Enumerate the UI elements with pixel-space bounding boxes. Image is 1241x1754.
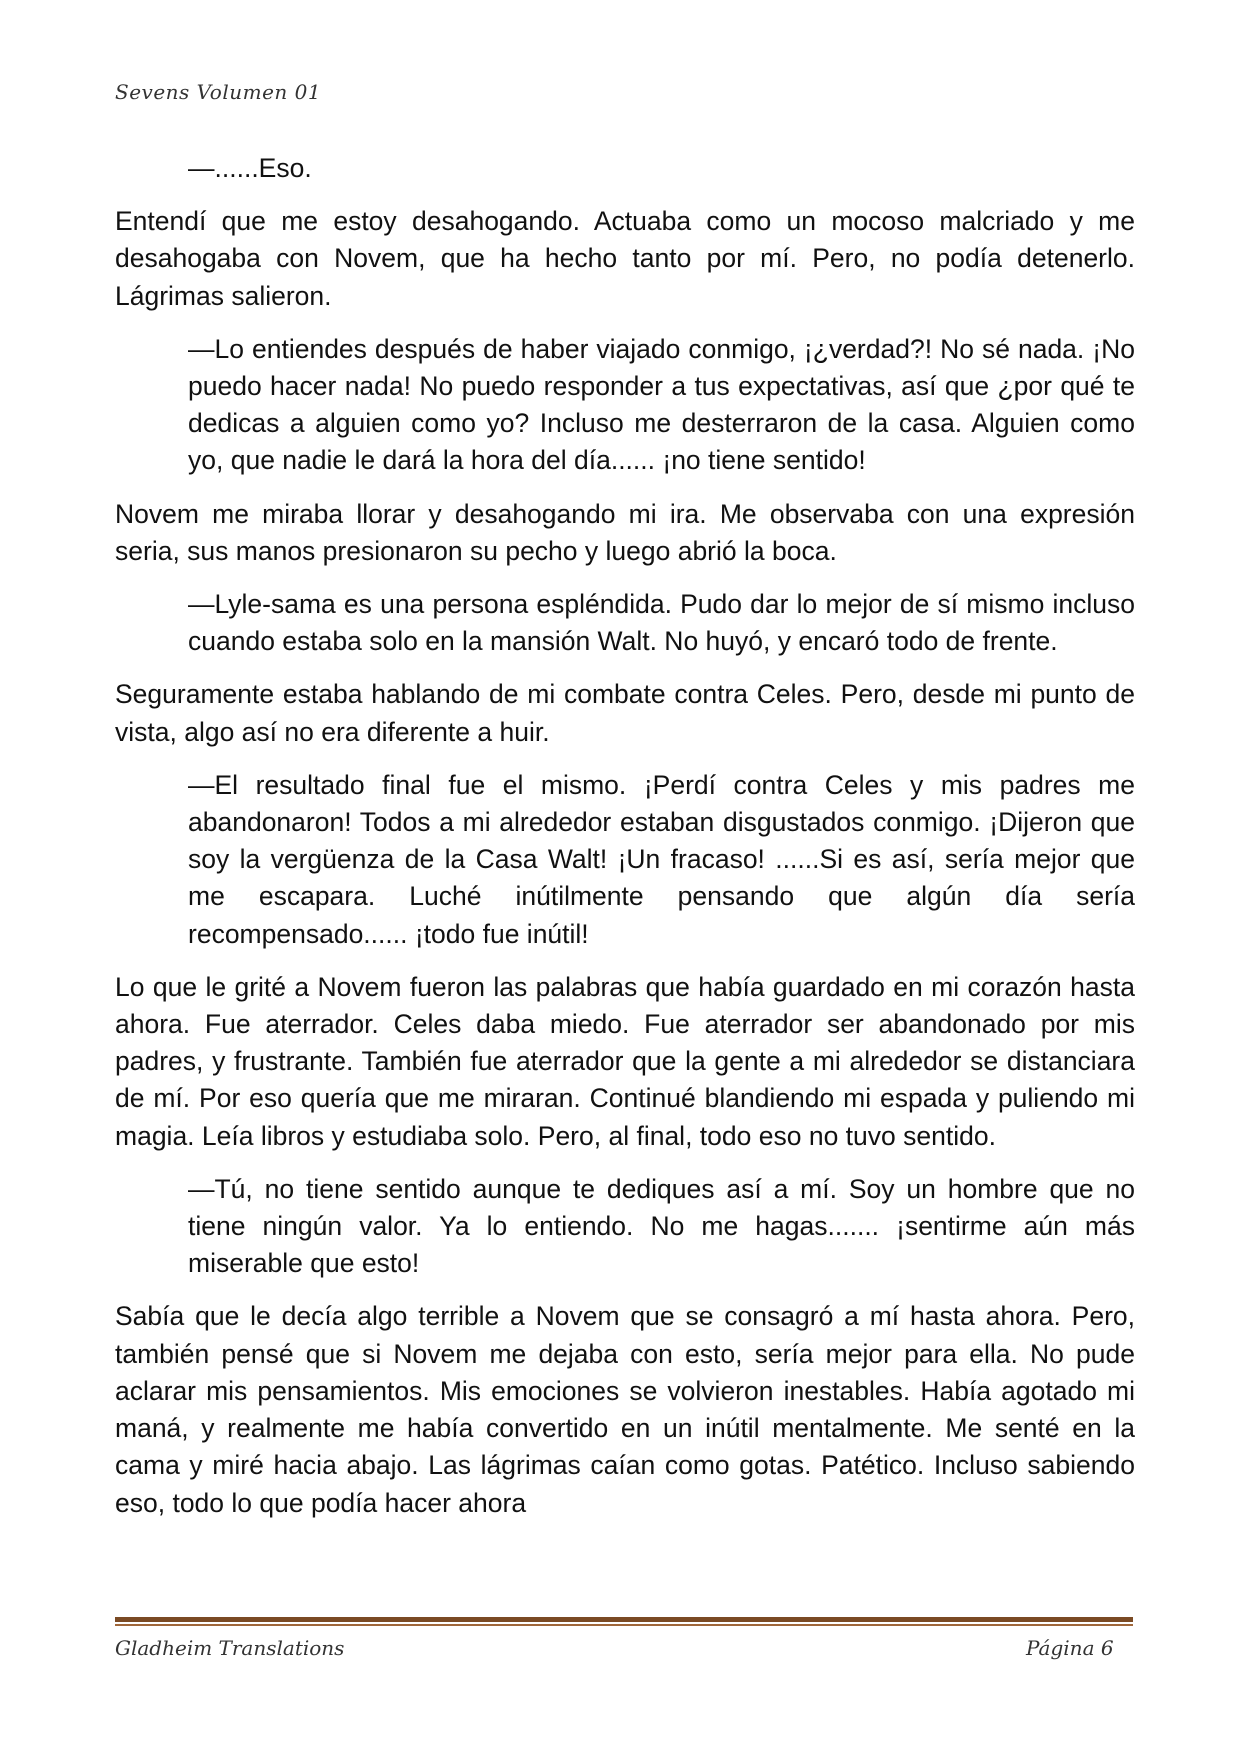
body-text xyxy=(115,150,1135,1538)
footer-page-number: Página 6 xyxy=(1026,1636,1114,1660)
narration-paragraph: Entendí que me estoy desahogando. Actuaba como un mocoso malcriado y me desahogaba con Novem, que ha hecho tanto por mí. Pero, no podía detenerlo. Lágrimas salieron. xyxy=(115,206,1135,311)
dialogue-paragraph: —Tú, no tiene sentido aunque te dediques así a mí. Soy un hombre que no tiene ningún valor. Ya lo entiendo. No me hagas....... ¡sentirme aún más miserable que esto! xyxy=(188,1173,1135,1279)
footer-divider-thick xyxy=(115,1617,1133,1622)
dialogue-paragraph: —Lo entiendes después de haber viajado conmigo, ¡¿verdad?! No sé nada. ¡No puedo hacer nada! No puedo responder a tus expectativas, así que ¿por qué te dedicas a alguien como yo? Incluso me desterraron de la casa. Alguien como yo, que nadie le dará la hora del día...... ¡no tiene sentido! xyxy=(188,333,1135,476)
narration-paragraph: Novem me miraba llorar y desahogando mi ira. Me observaba con una expresión seria, sus manos presionaron su pecho y luego abrió la boca. xyxy=(115,498,1135,566)
footer-divider xyxy=(115,1617,1133,1625)
narration-paragraph: Sabía que le decía algo terrible a Novem que se consagró a mí hasta ahora. Pero, también pensé que si Novem me dejaba con esto, sería mejor para ella. No pude aclarar mis pensamientos. Mis emociones se volvieron inestables. Había agotado mi maná, y realmente me había convertido en un inútil mentalmente. Me senté en la cama y miré hacia abajo. Las lágrimas caían como gotas. Patético. Incluso sabiendo eso, todo lo que podía hacer ahora xyxy=(115,1301,1135,1518)
narration-paragraph: Seguramente estaba hablando de mi combate contra Celes. Pero, desde mi punto de vista, algo así no era diferente a huir. xyxy=(115,679,1135,747)
dialogue-paragraph: —El resultado final fue el mismo. ¡Perdí contra Celes y mis padres me abandonaron! Todos a mi alrededor estaban disgustados conmigo. ¡Dijeron que soy la vergüenza de la Casa Walt! ¡Un fracaso! ......Si es así, sería mejor que me escapara. Luché inútilmente pensando que algún día sería recompensado...... ¡todo fue inútil! xyxy=(188,769,1135,949)
footer-publisher: Gladheim Translations xyxy=(115,1636,345,1660)
footer-divider-thin xyxy=(115,1624,1133,1626)
dialogue-paragraph: —......Eso. xyxy=(188,153,312,183)
narration-paragraph: Lo que le grité a Novem fueron las palabras que había guardado en mi corazón hasta ahora. Fue aterrador. Celes daba miedo. Fue aterrador ser abandonado por mis padres, y frustrante. También fue aterrador que la gente a mi alrededor se distanciara de mí. Por eso quería que me miraran. Continué blandiendo mi espada y puliendo mi magia. Leía libros y estudiaba solo. Pero, al final, todo eso no tuvo sentido. xyxy=(115,971,1135,1151)
running-header: Sevens Volumen 01 xyxy=(115,80,322,104)
dialogue-paragraph: —Lyle-sama es una persona espléndida. Pudo dar lo mejor de sí mismo incluso cuando estaba solo en la mansión Walt. No huyó, y encaró todo de frente. xyxy=(188,589,1135,657)
